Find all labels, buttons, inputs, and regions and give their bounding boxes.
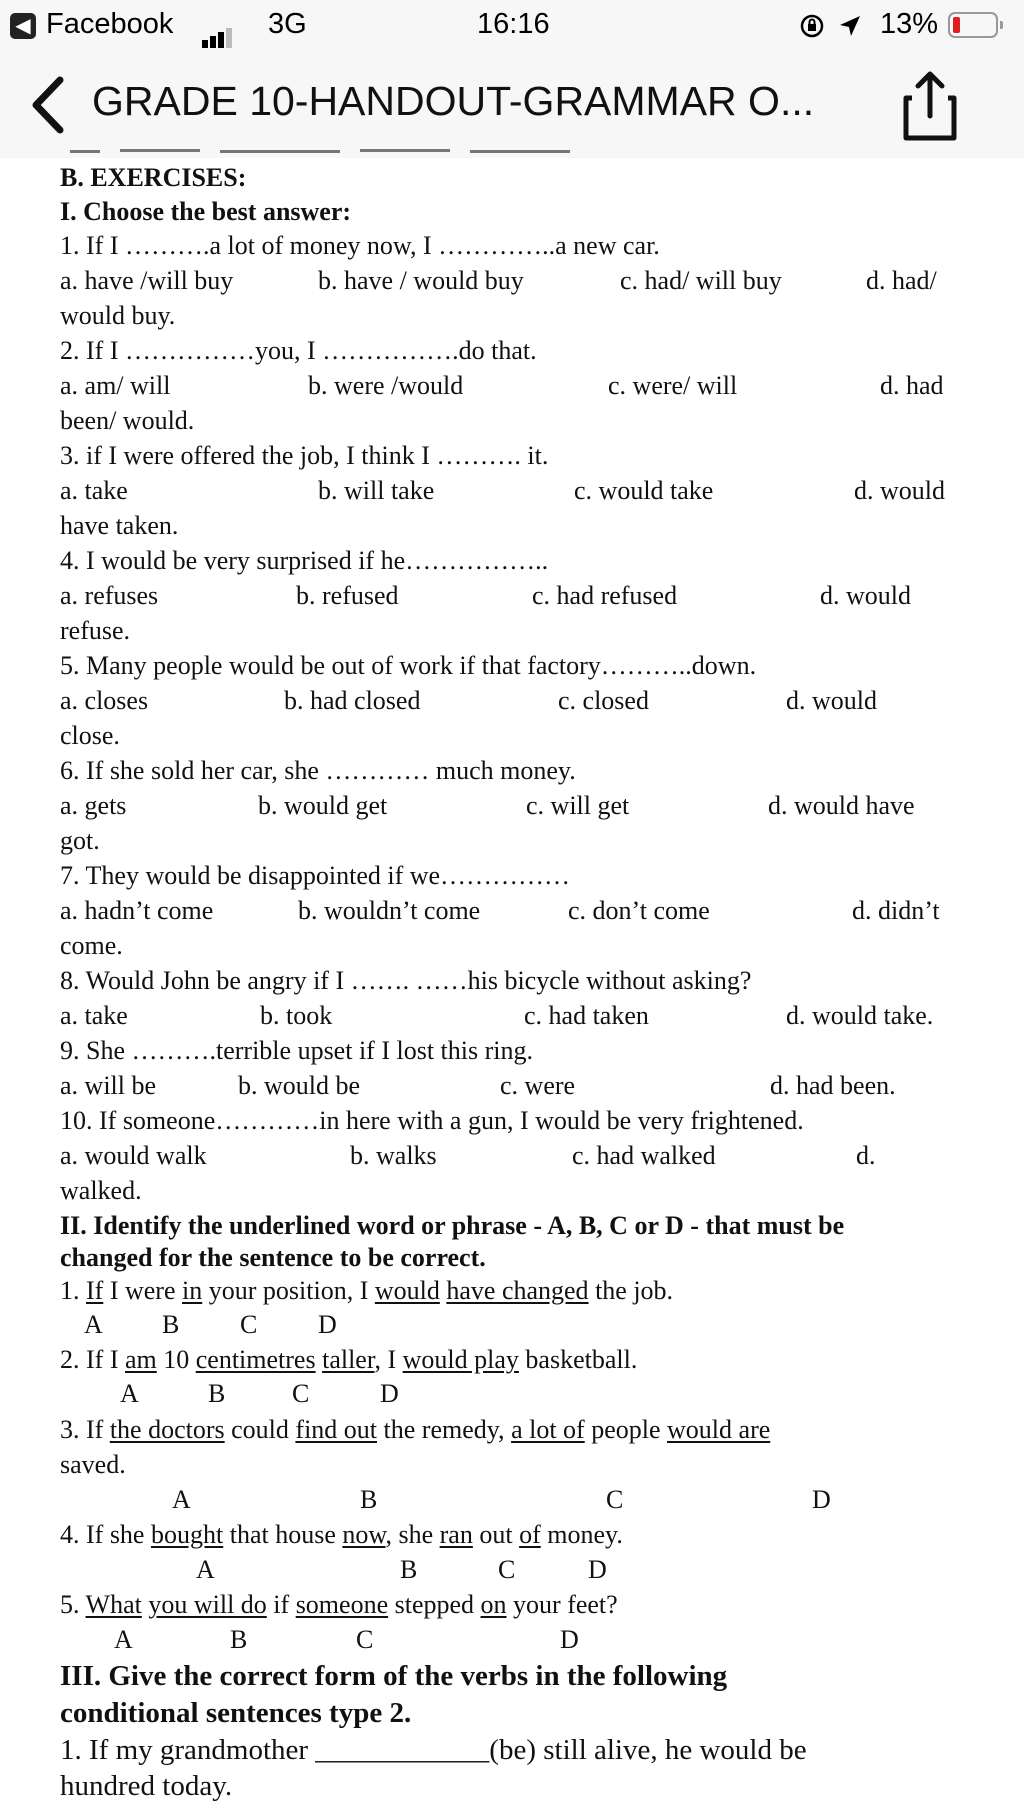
text: 4. If she xyxy=(60,1520,151,1549)
text: (be) still alive, he would be xyxy=(489,1734,807,1766)
question-1-continued: would buy. xyxy=(60,301,176,330)
battery-icon xyxy=(948,12,998,38)
option-d: d. would xyxy=(786,686,877,715)
text: 2. If I xyxy=(60,1345,125,1374)
error-sentence-3-continued: saved. xyxy=(60,1450,126,1479)
option-d: d. would xyxy=(854,476,945,505)
letter-d: D xyxy=(318,1310,337,1339)
text: the job. xyxy=(588,1276,674,1305)
option-d: d. would take. xyxy=(786,1001,934,1030)
part3-heading: III. Give the correct form of the verbs in the following xyxy=(60,1660,728,1692)
question-3: 3. if I were offered the job, I think I ………. it. xyxy=(60,441,549,470)
question-2-continued: been/ would. xyxy=(60,406,195,435)
letter-a: A xyxy=(120,1379,139,1408)
verb-exercise-1-continued: hundred today. xyxy=(60,1770,233,1802)
text: that house xyxy=(223,1520,343,1549)
text: , she xyxy=(385,1520,440,1549)
option-c: c. were/ will xyxy=(608,371,738,400)
option-b: b. had closed xyxy=(284,686,421,715)
back-app-label[interactable]: Facebook xyxy=(46,8,174,40)
option-a: a. gets xyxy=(60,791,127,820)
document-title: GRADE 10-HANDOUT-GRAMMAR O... xyxy=(92,78,815,124)
option-d: d. had xyxy=(880,371,944,400)
navigation-bar xyxy=(0,52,1024,158)
underline-b: centimetres xyxy=(195,1345,316,1374)
underline-b: find out xyxy=(295,1415,378,1444)
question-8: 8. Would John be angry if I ……. ……his bicycle without asking? xyxy=(60,966,752,995)
underline-d: on xyxy=(480,1590,507,1619)
underline-b: you will do xyxy=(148,1590,267,1619)
text: could xyxy=(224,1415,296,1444)
error-sentence-1 xyxy=(60,1276,673,1306)
underline-d: would are xyxy=(667,1415,771,1444)
underline-d: of xyxy=(519,1520,541,1549)
option-d: d. xyxy=(856,1141,876,1170)
text: out xyxy=(472,1520,520,1549)
text: 10 xyxy=(156,1345,196,1374)
underline-a: the doctors xyxy=(109,1415,225,1444)
part3-heading-continued: conditional sentences type 2. xyxy=(60,1697,412,1729)
text: your position, I xyxy=(202,1276,375,1305)
letter-d: D xyxy=(588,1555,607,1584)
status-bar xyxy=(0,0,1024,52)
underline-c: a lot of xyxy=(511,1415,585,1444)
letter-c: C xyxy=(498,1555,516,1584)
option-c: c. had taken xyxy=(524,1001,649,1030)
option-a: a. take xyxy=(60,476,128,505)
letter-c: C xyxy=(240,1310,258,1339)
letter-c: C xyxy=(606,1485,624,1514)
letter-b: B xyxy=(162,1310,180,1339)
verb-exercise-1 xyxy=(60,1734,807,1767)
underline-a: bought xyxy=(150,1520,224,1549)
error-sentence-4 xyxy=(60,1520,623,1550)
signal-icon xyxy=(202,15,234,48)
part1-heading: I. Choose the best answer: xyxy=(60,197,352,226)
underline-c: taller xyxy=(322,1345,375,1374)
letter-b: B xyxy=(400,1555,418,1584)
underline-d: would play xyxy=(402,1345,519,1374)
letter-b: B xyxy=(230,1625,248,1654)
question-5: 5. Many people would be out of work if that factory………..down. xyxy=(60,651,757,680)
text: basketball. xyxy=(518,1345,638,1374)
letter-a: A xyxy=(84,1310,103,1339)
letter-d: D xyxy=(560,1625,579,1654)
option-a: a. am/ will xyxy=(60,371,171,400)
text: I were xyxy=(103,1276,183,1305)
option-d: d. didn’t xyxy=(852,896,940,925)
option-b: b. would be xyxy=(238,1071,361,1100)
text: the remedy, xyxy=(377,1415,512,1444)
letter-a: A xyxy=(114,1625,133,1654)
underline-a: If xyxy=(86,1276,104,1305)
option-a: a. closes xyxy=(60,686,149,715)
orientation-lock-icon xyxy=(800,13,824,39)
share-icon[interactable] xyxy=(900,64,960,144)
letter-d: D xyxy=(380,1379,399,1408)
option-d: d. would xyxy=(820,581,911,610)
option-b: b. refused xyxy=(296,581,399,610)
option-c: c. had/ will buy xyxy=(620,266,782,295)
text: 1. If my grandmother xyxy=(60,1734,316,1766)
option-a: a. would walk xyxy=(60,1141,207,1170)
option-b: b. walks xyxy=(350,1141,437,1170)
option-b: b. have / would buy xyxy=(318,266,524,295)
part2-heading: II. Identify the underlined word or phrase - A, B, C or D - that must be xyxy=(60,1211,845,1240)
option-a: a. refuses xyxy=(60,581,159,610)
option-c: c. closed xyxy=(558,686,649,715)
error-sentence-2 xyxy=(60,1345,637,1375)
letter-a: A xyxy=(196,1555,215,1584)
question-4: 4. I would be very surprised if he…………….. xyxy=(60,546,549,575)
letter-c: C xyxy=(356,1625,374,1654)
text: 1. xyxy=(60,1276,86,1305)
question-6: 6. If she sold her car, she ………… much money. xyxy=(60,756,576,785)
clipped-text-line xyxy=(60,148,580,158)
underline-b: in xyxy=(182,1276,203,1305)
option-a: a. will be xyxy=(60,1071,157,1100)
option-d: d. had/ xyxy=(866,266,937,295)
letter-b: B xyxy=(208,1379,226,1408)
option-b: b. wouldn’t come xyxy=(298,896,481,925)
question-3-continued: have taken. xyxy=(60,511,179,540)
option-c: c. will get xyxy=(526,791,630,820)
error-sentence-3 xyxy=(60,1415,770,1445)
question-5-continued: close. xyxy=(60,721,120,750)
text: stepped xyxy=(388,1590,481,1619)
text: people xyxy=(584,1415,668,1444)
underline-c: would xyxy=(374,1276,440,1305)
question-10-continued: walked. xyxy=(60,1176,142,1205)
option-c: c. had refused xyxy=(532,581,678,610)
underline-a: am xyxy=(124,1345,157,1374)
question-6-continued: got. xyxy=(60,826,100,855)
option-a: a. have /will buy xyxy=(60,266,234,295)
text: , I xyxy=(374,1345,403,1374)
part2-heading-continued: changed for the sentence to be correct. xyxy=(60,1243,486,1272)
question-7-continued: come. xyxy=(60,931,123,960)
text: your feet? xyxy=(506,1590,618,1619)
back-to-app-icon[interactable]: ◀ xyxy=(10,13,36,39)
option-a: a. hadn’t come xyxy=(60,896,214,925)
letter-a: A xyxy=(172,1485,191,1514)
underline-c: ran xyxy=(439,1520,473,1549)
option-c: c. were xyxy=(500,1071,576,1100)
underline-b: now xyxy=(342,1520,386,1549)
question-2: 2. If I ……………you, I …………….do that. xyxy=(60,336,537,365)
option-a: a. take xyxy=(60,1001,128,1030)
option-b: b. were /would xyxy=(308,371,464,400)
question-10: 10. If someone…………in here with a gun, I would be very frightened. xyxy=(60,1106,804,1135)
section-heading: B. EXERCISES: xyxy=(60,163,247,192)
question-7: 7. They would be disappointed if we…………… xyxy=(60,861,571,890)
letter-d: D xyxy=(812,1485,831,1514)
option-d: d. had been. xyxy=(770,1071,896,1100)
text: money. xyxy=(540,1520,623,1549)
text: 5. xyxy=(60,1590,86,1619)
error-sentence-5 xyxy=(60,1590,618,1620)
clock: 16:16 xyxy=(477,8,550,40)
text: if xyxy=(266,1590,296,1619)
option-c: c. had walked xyxy=(572,1141,716,1170)
back-chevron-icon[interactable] xyxy=(22,70,72,140)
answer-blank: ____________ xyxy=(315,1734,490,1766)
letter-b: B xyxy=(360,1485,378,1514)
letter-c: C xyxy=(292,1379,310,1408)
network-type: 3G xyxy=(268,8,307,40)
option-c: c. would take xyxy=(574,476,714,505)
underline-d: have changed xyxy=(446,1276,589,1305)
underline-c: someone xyxy=(295,1590,389,1619)
option-b: b. will take xyxy=(318,476,435,505)
battery-percent: 13% xyxy=(880,8,939,40)
option-b: b. took xyxy=(260,1001,333,1030)
option-b: b. would get xyxy=(258,791,388,820)
location-arrow-icon xyxy=(838,14,862,38)
question-1: 1. If I ……….a lot of money now, I …………..a new car. xyxy=(60,231,660,260)
text: 3. If xyxy=(60,1415,110,1444)
option-d: d. would have xyxy=(768,791,915,820)
underline-a: What xyxy=(85,1590,142,1619)
question-4-continued: refuse. xyxy=(60,616,131,645)
option-c: c. don’t come xyxy=(568,896,710,925)
question-9: 9. She ……….terrible upset if I lost this ring. xyxy=(60,1036,534,1065)
